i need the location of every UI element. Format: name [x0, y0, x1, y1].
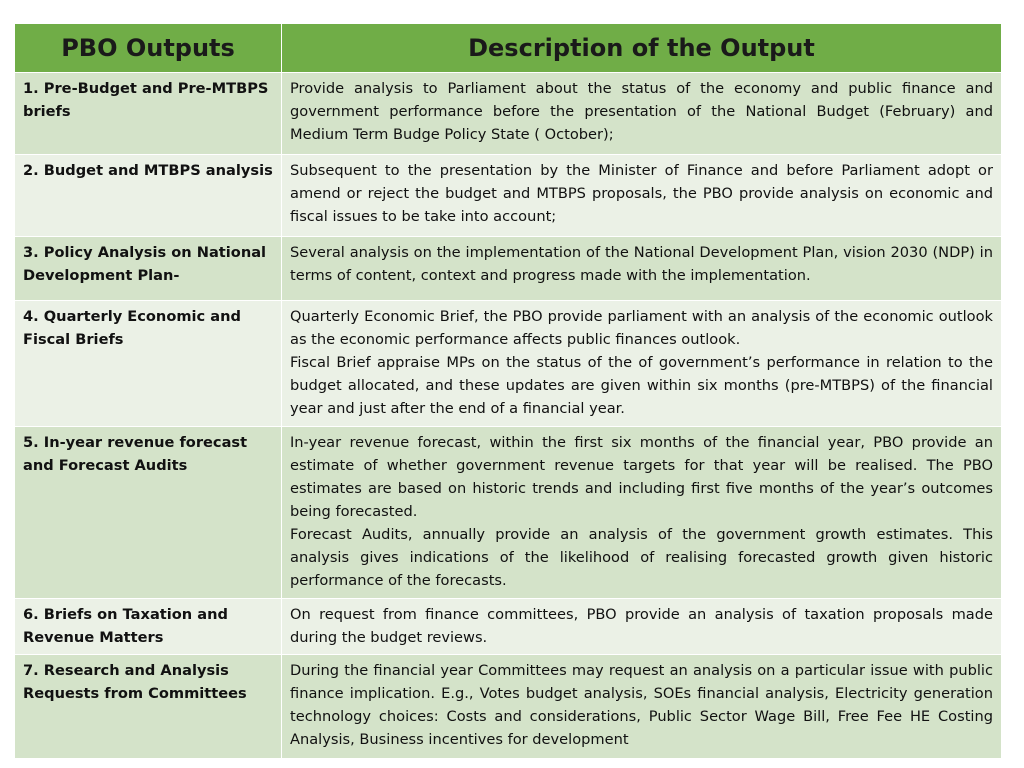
output-description: [282, 73, 1002, 155]
table-row: [15, 599, 1002, 655]
header-description: Description of the Output: [282, 24, 1002, 73]
description-paragraph: During the financial year Committees may request an analysis on a particular issue with public finance implication. E.g., Votes budget analysis, SOEs financial analysis, Electricity generation technology choices: Costs and considerations, Public Sector Wage Bill, Free Fee HE Costing Analysis, Business incentives for development: [290, 662, 993, 748]
description-paragraph: On request from finance committees, PBO provide an analysis of taxation proposals made during the budget reviews.: [290, 606, 993, 646]
header-pbo-outputs: PBO Outputs: [15, 24, 282, 73]
description-paragraph: Subsequent to the presentation by the Minister of Finance and before Parliament adopt or amend or reject the budget and MTBPS proposals, the PBO provide analysis on economic and fiscal issues to be take into account;: [290, 162, 993, 225]
output-name: 5. In-year revenue forecast and Forecast Audits: [15, 427, 282, 599]
output-name: 3. Policy Analysis on National Development Plan-: [15, 237, 282, 301]
output-description: [282, 427, 1002, 599]
output-name: 4. Quarterly Economic and Fiscal Briefs: [15, 301, 282, 427]
table-row: [15, 301, 1002, 427]
table-row: [15, 655, 1002, 759]
description-paragraph: Provide analysis to Parliament about the status of the economy and public finance and government performance before the presentation of the National Budget (February) and Medium Term Budge Policy State ( October);: [290, 80, 993, 143]
output-description: [282, 237, 1002, 301]
description-paragraph: Several analysis on the implementation of the National Development Plan, vision 2030 (NDP) in terms of content, context and progress made with the implementation.: [290, 244, 993, 284]
table-row: [15, 155, 1002, 237]
output-name: 1. Pre-Budget and Pre-MTBPS briefs: [15, 73, 282, 155]
output-description: [282, 301, 1002, 427]
table-row: [15, 237, 1002, 301]
output-name: 7. Research and Analysis Requests from Committees: [15, 655, 282, 759]
output-name: 6. Briefs on Taxation and Revenue Matters: [15, 599, 282, 655]
description-paragraph: Quarterly Economic Brief, the PBO provide parliament with an analysis of the economic outlook as the economic performance affects public finances outlook.: [290, 308, 993, 348]
output-description: [282, 155, 1002, 237]
description-paragraph: In-year revenue forecast, within the first six months of the financial year, PBO provide an estimate of whether government revenue targets for that year will be realised. The PBO estimates are based on historic trends and including first five months of the year’s outcomes being forecasted.: [290, 434, 993, 520]
description-paragraph: Forecast Audits, annually provide an analysis of the government growth estimates. This analysis gives indications of the likelihood of realising forecasted growth given historic performance of the forecasts.: [290, 526, 993, 589]
output-description: [282, 655, 1002, 759]
table-row: [15, 73, 1002, 155]
description-paragraph: Fiscal Brief appraise MPs on the status of the of government’s performance in relation to the budget allocated, and these updates are given within six months (pre-MTBPS) of the financial year and just after the end of a financial year.: [290, 354, 993, 417]
output-description: [282, 599, 1002, 655]
table-header-row: [15, 24, 1002, 73]
pbo-outputs-table: [14, 23, 1002, 759]
table-row: [15, 427, 1002, 599]
output-name: 2. Budget and MTBPS analysis: [15, 155, 282, 237]
